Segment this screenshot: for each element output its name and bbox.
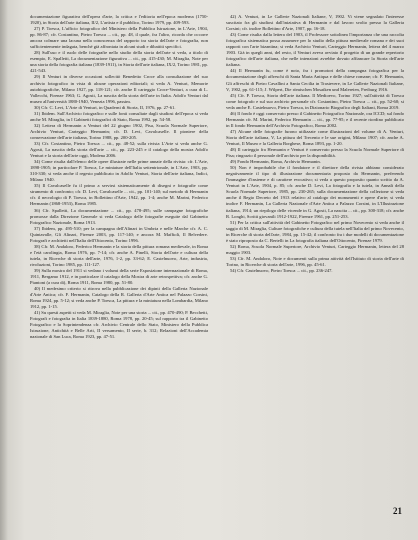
- footnote: 35) Il Cavalcaselle fu il primo a servirsi sistematicamente di disegni e fotografie come strumento di confronto; cfr. D. Levi, Cavalcaselle ... cit., pp. 101-140; sul metodo di Hermanin cfr. il necrologio di P. Toesca, in Bollettino d'Arte, 1942, pp. 1-4; anche M. Marini, Federico Hermanin (1868-1953), Roma 1985.: [30, 183, 208, 207]
- footnote: 39) Sulla mostra del 1911 si vedano i volumi della serie Esposizione internazionale di Roma, 1911, Bergamo 1912, e in particolare il catalogo della Mostra di arte retrospettiva; cfr. anche G. Piantoni (a cura di), Roma 1911, Roma 1980, pp. 51-80.: [30, 267, 208, 286]
- footnote: 46) Il fondo è oggi conservato presso il Gabinetto Fotografico Nazionale, ora ICCD; sul fondo Hermanin cfr. M. Marini, Federico Hermanin ... cit., pp. 77-95; e il recente riordino pubblicato in Il fondo Hermanin dell'Archivio Fotografico, Roma 2002.: [226, 110, 404, 128]
- footnote: 34) Come risulta dall'elenco delle opere illustrate nelle prime annate della rivista: cfr. L'Arte, 1898-1905; in particolare P. Toesca, Le miniature dell'Italia settentrionale, in L'Arte, 1903, pp. 310-330; si veda anche il regesto pubblicato in Adolfo Venturi, Storia dell'arte italiana, Indici, Milano 1940.: [30, 159, 208, 183]
- footnote: 44) Il Hermanin fu, come è noto, fra i promotori della campagna fotografica per la documentazione degli affreschi di Santa Maria Antiqua e delle chiese romane; cfr. F. Hermanin, Gli affreschi di Pietro Cavallini a Santa Cecilia in Trastevere, in Le Gallerie Nazionali Italiane, V, 1902, pp. 61-115; J. Wilpert, Die römischen Mosaiken und Malereien, Freiburg 1916.: [226, 68, 404, 92]
- right-column: [226, 14, 404, 526]
- footnote: 49) Fondo Hermanin, Roma, Archivio Hermanin.: [230, 159, 321, 165]
- footnote: 51) Per la critica sull'attività del Gabinetto Fotografico nel primo Novecento si veda anche il saggio di M. Miraglia, Culture fotografiche e cultura della tutela nell'Italia del primo Novecento, in Ricerche di storia dell'arte, 1984, pp. 15-42; il confronto fra i due modelli di documentazione è stato riproposto da C. Bertelli in La fotografia italiana dell'Ottocento, Firenze 1979.: [226, 219, 404, 243]
- footnote: 29) Il Venturi in diverse occasioni sollecitò Benedetto Croce alla consultazione del suo archivio fotografico in vista di alcune operazioni editoriali; si veda A. Venturi, Memorie autobiografiche, Milano 1927, pp. 118-121; cfr. anche Il carteggio Croce-Venturi, a cura di L. Vallecchi, Firenze 1963; G. Agosti, La nascita della storia dell'arte in Italia. Adolfo Venturi dal museo all'università 1880-1940, Venezia 1996, passim.: [30, 74, 208, 104]
- footnote: 37) Ibidem, pp. 495-510; per la campagna dell'Alinari in Umbria e nelle Marche cfr. A. C. Quintavalle, Gli Alinari, Firenze 2003, pp. 117-140; e ancora M. Maffioli, Il Belvedere. Fotografi e architetti nell'Italia dell'Ottocento, Torino 1996.: [30, 225, 208, 243]
- footnote: 30) Cfr. C. Levi, L'Arte di Venturi, in Quaderni di Storia, II, 1976, pp. 27-61.: [34, 104, 176, 110]
- footnote: 36) Cfr. Spalletti, La documentazione ... cit., pp. 478-495; sulle campagne fotografiche promosse dalla Direzione Generale si veda Catalogo delle fotografie eseguite dal Gabinetto Fotografico Nazionale, Roma 1913.: [30, 207, 208, 225]
- footnote: 28) Sull'uso e il ruolo delle fotografie nello studio della storia dell'arte si veda, a titolo di esempio, E. Spalletti, La documentazione figurativa ... cit., pp. 415-430; M. Miraglia, Note per una storia della fotografia italiana (1839-1911), in Storia dell'arte italiana, IX/2, Torino 1981, pp. 421-543.: [30, 50, 208, 74]
- footnote: 31) Ibidem. Sull'Archivio fotografico e sulle fonti consultate dagli studiosi dell'epoca si veda anche M. Miraglia, in I Gabinetti fotografici di Stato, Roma 1992, pp. 54-58.: [30, 110, 208, 122]
- two-column-layout: [30, 14, 404, 526]
- footnote: 40) Il medesimo criterio si ritrova nella pubblicazione dei dipinti della Galleria Nazionale d'Arte Antica; cfr. F. Hermanin, Catalogo della R. Galleria d'Arte Antica nel Palazzo Corsini, Roma 1924, pp. 5-12; si veda anche P. Toesca, La pittura e la miniatura nella Lombardia, Milano 1912, pp. 1-15.: [30, 286, 208, 310]
- footnote: 41) Su questi aspetti si veda M. Miraglia, Note per una storia ... cit., pp. 470-490; P. Becchetti, Fotografi e fotografia in Italia 1839-1880, Roma 1978, pp. 20-45; sul rapporto tra il Gabinetto Fotografico e la Soprintendenza cfr. Archivio Centrale dello Stato, Ministero della Pubblica Istruzione, Antichità e Belle Arti, II versamento, II serie, b. 312; Relazioni dell'Accademia nazionale di San Luca, Roma 1923, pp. 47-51.: [30, 310, 208, 340]
- footnote: 33) Cfr. Costantino, Pietro Toesca ... cit., pp. 48-52; sulla rivista L'Arte si veda anche G. Agosti, La nascita della storia dell'arte ... cit., pp. 223-245 e il catalogo della mostra Adolfo Venturi e la storia dell'arte oggi, Modena 2006.: [30, 140, 208, 159]
- footnote: 50) Non è improbabile che il fondatore e il direttore della rivista abbiano considerato negativamente il tipo di illustrazione documentaria proposto da Hermanin, preferendo l'immagine d'insieme e di carattere evocativo; si veda a questo proposito quanto scritto da A. Venturi in L'Arte, 1904, p. 85; cfr. anche D. Levi, La fotografia e la tutela, in Annali della Scuola Normale Superiore, 1985, pp. 230-265; sulla documentazione della collezione si veda anche il Regio Decreto del 1913 relativo al catalogo dei monumenti e opere d'arte; si veda inoltre F. Hermanin, La Galleria Nazionale d'Arte Antica a Palazzo Corsini, in L'Illustrazione italiana, 1914; un riepilogo delle vicende in G. Agosti, La nascita ... cit., pp. 300-318; cfr. anche R. Longhi, Scritti giovanili 1912-1922, Firenze 1961, pp. 251-253.: [226, 165, 404, 219]
- footnote: 45) Cfr. P. Toesca, Storia dell'arte italiana. Il Medioevo, Torino 1927; sull'attività di Toesca come fotografo e sul suo archivio personale cfr. Costantino, Pietro Toesca ... cit., pp. 52-60; si veda anche E. Castelnuovo, Pietro Toesca, in Dizionario Biografico degli Italiani, Roma 2019.: [226, 92, 404, 110]
- footnote: 52) Roma, Scuola Normale Superiore, Archivio Venturi, Carteggio Hermanin, lettera del 28 maggio 1903.: [226, 243, 404, 255]
- footnote: 53) Cfr. M. Andaloro, Note e documenti sulla prima attività dell'Istituto di storia dell'arte di Torino, in Ricerche di storia dell'arte, 1996, pp. 45-61.: [226, 255, 404, 267]
- footnote: 48) Il carteggio fra Hermanin e Venturi è conservato presso la Scuola Normale Superiore di Pisa; ringrazio il personale dell'archivio per la disponibilità.: [226, 147, 404, 159]
- footnote: 27) P. Toesca, L'ufficio fotografico del Ministero della Pubblica Istruzione, in L'Arte, 1904, pp. 86-87; cfr. Costantino, Pietro Toesca ... cit., pp. 48, il quale, fra l'altro, ricorda che occorre ancora colmare una lacuna nella conoscenza del rapporto tra storia dell'arte e fotografia, non sufficientemente indagata, benché già affrontata in alcuni studi e dibattiti specifici.: [30, 26, 208, 50]
- footnote: documentazione figurativa dell'opera d'arte, la critica e l'editoria nell'epoca moderna (1750-1920), in Storia dell'arte italiana, II/2, L'artista e il pubblico, Torino 1979, pp. 409-593.: [30, 14, 208, 26]
- footnote: 42) A. Venturi, in Le Gallerie Nazionali Italiane, V, 1902. Vi viene segnalato l'interesse suscitato fra gli studiosi dall'iniziativa di Hermanin e dal lavoro svolto presso la Galleria Corsini; cfr. inoltre Bollettino d'Arte, 1907, pp. 16-18.: [226, 14, 404, 32]
- footnote: 38) Cfr. M. Andaloro, Federico Hermanin e la storia della pittura romana medievale, in Roma e l'età carolingia, Roma 1976, pp. 7-14; cfr. anche A. Pinelli, Storia dell'arte e cultura della tutela, in Ricerche di storia dell'arte, 1976, 1-2, pp. 33-62; E. Castelnuovo, Arte, industria, rivoluzioni, Torino 1985, pp. 111-127.: [30, 243, 208, 267]
- footnote: 47) Alcune delle fotografie furono utilizzate come illustrazioni del volume di A. Venturi, Storia dell'arte italiana, V, La pittura del Trecento e le sue origini, Milano 1907; cfr. anche A. Venturi, Il Museo e la Galleria Borghese, Roma 1893, pp. 1-20.: [226, 128, 404, 146]
- footnote: 32) Lettera di Hermanin a Venturi del 22 giugno 1902, Pisa, Scuola Normale Superiore, Archivio Venturi, Carteggio Hermanin; cfr. D. Levi, Cavalcaselle. Il pioniere della conservazione dell'arte italiana, Torino 1988, pp. 200-205.: [30, 122, 208, 140]
- page-spine-shadow: [0, 0, 8, 540]
- footnote: 54) Cfr. Castelnuovo, Pietro Toesca ... cit., pp. 236-247.: [230, 267, 333, 273]
- footnote: 43) Come risulta dalla lettera del 1903, il Professore sottolinea l'importanza che una raccolta fotografica sistematica possa assumere per lo studio della pittura medievale romana e dei suoi rapporti con l'arte bizantina; si veda Archivio Venturi, Carteggio Hermanin, lettera del 4 marzo 1903. Già in quegli anni, del resto, il Venturi aveva avviato il progetto di un grande repertorio fotografico dell'arte italiana, che nelle intenzioni avrebbe dovuto affiancare la Storia dell'arte italiana.: [226, 32, 404, 68]
- page-number: 21: [393, 506, 402, 516]
- left-column: [30, 14, 208, 526]
